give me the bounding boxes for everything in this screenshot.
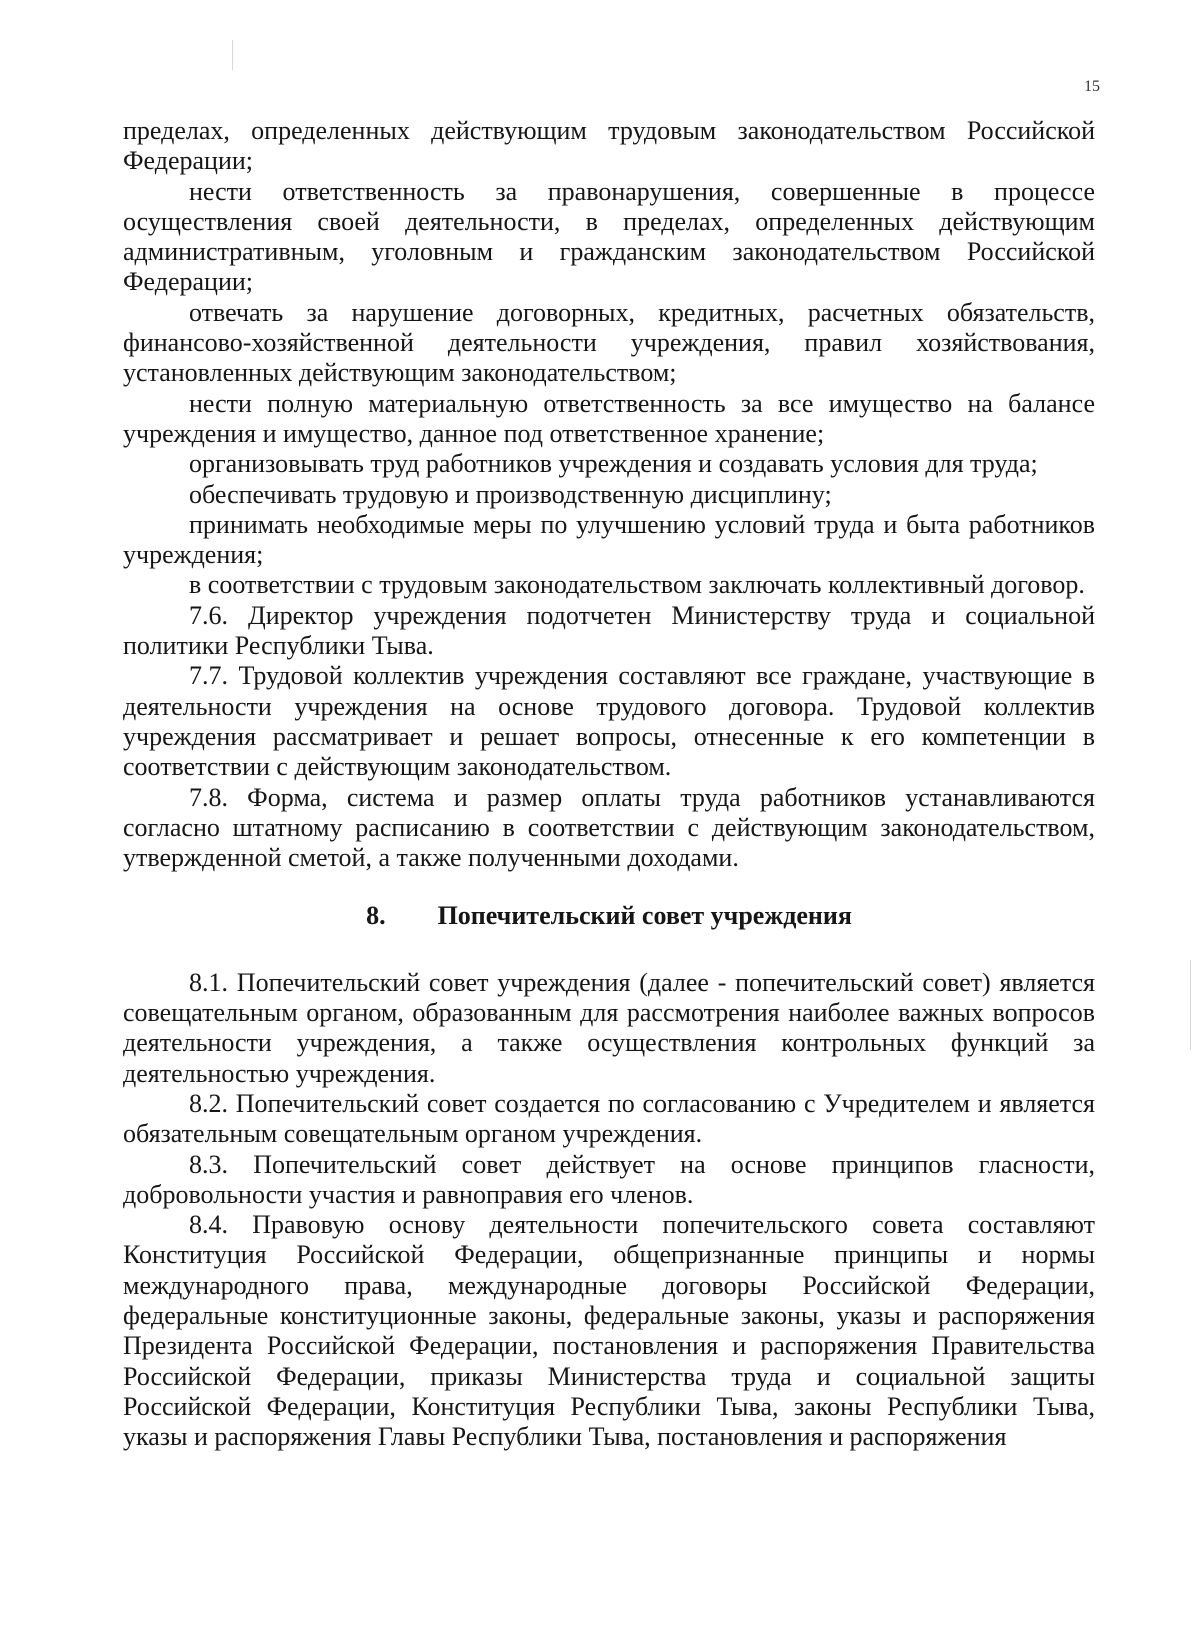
section-title: Попечительский совет учреждения [437,901,852,931]
document-body [123,116,1095,1452]
scan-artifact-line [1190,960,1191,1050]
paragraph: обеспечивать трудовую и производственную дисциплину; [189,479,832,509]
paragraph: 7.6. Директор учреждения подотчетен Министерству труда и социальной политики Республики Тыва. [123,600,1095,661]
paragraph: нести полную материальную ответственность за все имущество на балансе учреждения и имущество, данное под ответственное хранение; [123,388,1095,448]
paragraph: 8.3. Попечительский совет действует на основе принципов гласности, добровольности участия и равноправия его членов. [123,1149,1095,1209]
page-number: 15 [1084,78,1100,95]
paragraph: пределах, определенных действующим трудовым законодательством Российской Федерации; [123,116,1095,176]
paragraphs-before-section [123,116,1095,873]
paragraph: 8.2. Попечительский совет создается по согласованию с Учредителем и является обязательным совещательным органом учреждения. [123,1088,1095,1149]
paragraph: в соответствии с трудовым законодательством заключать коллективный договор. [189,570,1085,600]
paragraph: 7.8. Форма, система и размер оплаты труда работников устанавливаются согласно штатному расписанию в соответствии с действующим законодательством, утвержденной сметой, а также полученными доходами. [123,782,1095,873]
section-number: 8. [366,901,386,931]
paragraph: 8.1. Попечительский совет учреждения (далее - попечительский совет) является совещательным органом, образованным для рассмотрения наиболее важных вопросов деятельности учреждения, а также осуществления контрольных функций за деятельностью учреждения. [123,967,1095,1088]
paragraph: 8.4. Правовую основу деятельности попечительского совета составляют Конституция Российской Федерации, общепризнанные принципы и нормы международного права, международные договоры Российской Федерации, федеральные конституционные законы, федеральные законы, указы и распоряжения Президента Российской Федерации, постановления и распоряжения Правительства Российской Федерации, приказы Министерства труда и социальной защиты Российской Федерации, Конституция Республики Тыва, законы Республики Тыва, указы и распоряжения Главы Республики Тыва, постановления и распоряжения [123,1210,1095,1452]
paragraph: организовывать труд работников учреждения и создавать условия для труда; [189,449,1038,479]
scan-artifact-line [232,40,233,70]
paragraph: отвечать за нарушение договорных, кредитных, расчетных обязательств, финансово-хозяйственной деятельности учреждения, правил хозяйствования, установленных действующим законодательством; [123,297,1095,388]
paragraph: принимать необходимые меры по улучшению условий труда и быта работников учреждения; [123,509,1095,570]
paragraph: 7.7. Трудовой коллектив учреждения составляют все граждане, участвующие в деятельности учреждения на основе трудового договора. Трудовой коллектив учреждения рассматривает и решает вопросы, отнесенные к его компетенции в соответствии с действующим законодательством. [123,661,1095,782]
paragraphs-after-section [123,968,1095,1453]
paragraph: нести ответственность за правонарушения, совершенные в процессе осуществления своей деятельности, в пределах, определенных действующим административным, уголовным и гражданским законодательством Российской Федерации; [123,176,1095,297]
section-heading [123,901,1095,931]
